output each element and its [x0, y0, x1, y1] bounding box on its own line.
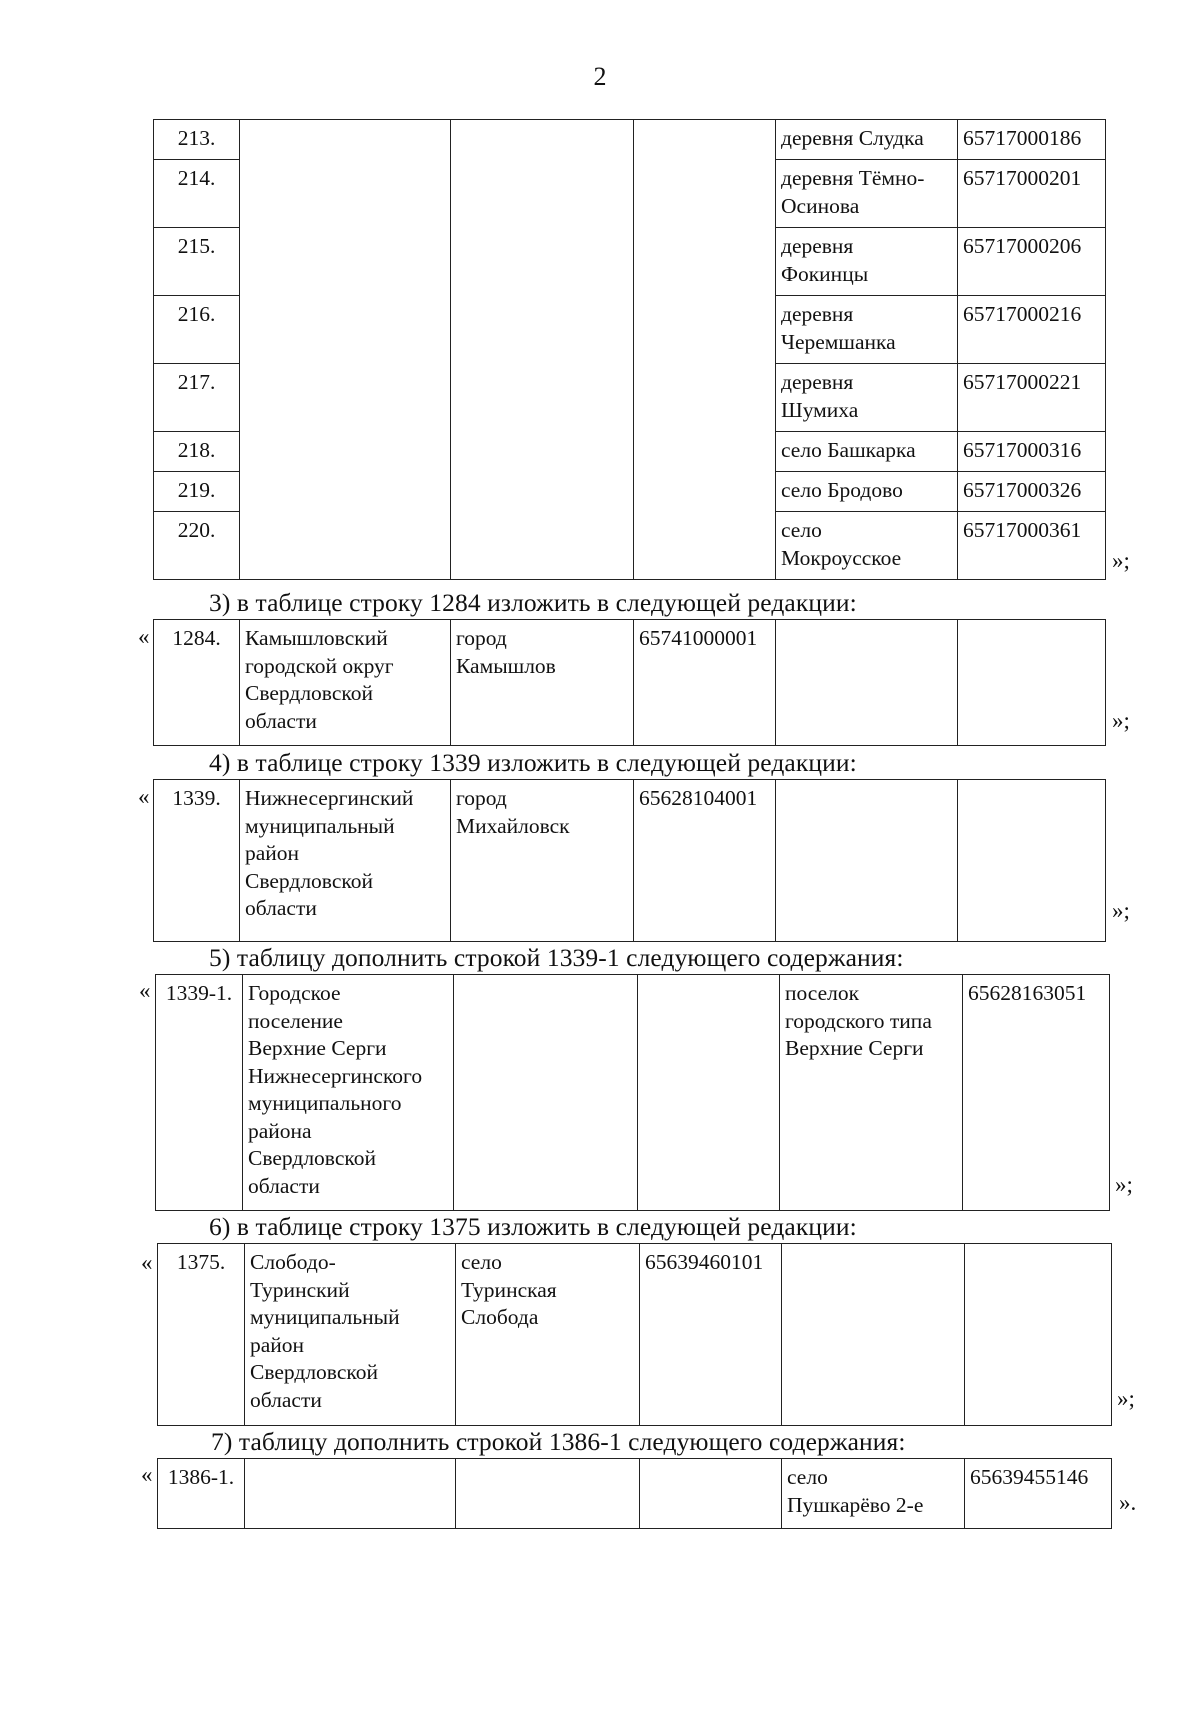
cell-text-line: 65639455146	[970, 1465, 1089, 1489]
amendment-table	[157, 1458, 1112, 1529]
cell-text-line: 217.	[177, 370, 216, 394]
cell-text-line: области	[248, 1173, 320, 1198]
cell-text-line: 65717000221	[963, 370, 1082, 394]
continuation-table	[153, 119, 1106, 580]
settlement-code	[965, 1459, 1112, 1529]
cell-text-line: Нижнесергинского	[248, 1063, 423, 1088]
empty-cell-center-code	[634, 120, 776, 580]
cell-text-line: городской округ	[245, 653, 394, 678]
settlement-name	[782, 1459, 965, 1529]
administrative-center	[451, 780, 634, 942]
cell-text-line: Свердловской	[245, 868, 373, 893]
cell-text-line: 220.	[177, 518, 216, 542]
table-row	[156, 975, 1110, 1211]
cell-text-line: село	[461, 1250, 502, 1274]
row-number	[154, 160, 240, 228]
cell-text-line: Слобода	[461, 1305, 539, 1329]
closing-quote: »;	[1117, 1386, 1135, 1411]
cell-text-line: Осинова	[781, 193, 860, 218]
empty-cell-center	[451, 120, 634, 580]
cell-text-line: 65717000316	[963, 438, 1082, 462]
settlement-name	[780, 975, 963, 1211]
cell-text-line: 216.	[177, 302, 216, 326]
table-row	[154, 120, 1106, 160]
row-number	[154, 432, 240, 472]
cell-text-line: Нижнесергинский	[245, 786, 414, 810]
closing-quote: »;	[1112, 548, 1130, 573]
cell-text-line: район	[245, 841, 300, 865]
cell-text-line: деревня Тёмно-	[781, 166, 925, 190]
row-number	[156, 975, 243, 1211]
amendment-heading: 3) в таблице строку 1284 изложить в следующей редакции:	[209, 588, 857, 617]
settlement-name	[776, 120, 958, 160]
settlement-name	[782, 1244, 965, 1426]
municipality-name	[243, 975, 454, 1211]
closing-quote: ».	[1119, 1490, 1137, 1515]
amendment-table	[157, 1243, 1112, 1426]
cell-text-line: Верхние Серги	[785, 1036, 924, 1060]
opening-quote: «	[138, 784, 150, 809]
cell-text-line: Свердловской	[250, 1360, 378, 1384]
administrative-center	[456, 1244, 640, 1426]
cell-text-line: 65717000206	[963, 234, 1082, 258]
cell-text-line: поселение	[248, 1008, 343, 1033]
amendment-heading: 7) таблицу дополнить строкой 1386-1 следующего содержания:	[211, 1427, 906, 1456]
center-code	[640, 1459, 782, 1529]
amendment-table	[153, 619, 1106, 746]
settlement-name	[776, 364, 958, 432]
closing-quote: »;	[1115, 1172, 1133, 1197]
cell-text-line: 1284.	[172, 626, 221, 650]
amendment-heading: 5) таблицу дополнить строкой 1339-1 следующего содержания:	[209, 943, 904, 972]
row-number	[154, 120, 240, 160]
settlement-code	[958, 364, 1106, 432]
settlement-name	[776, 780, 958, 942]
center-code	[638, 975, 780, 1211]
settlement-name	[776, 472, 958, 512]
cell-text-line: Михайловск	[456, 813, 570, 838]
row-number	[158, 1459, 245, 1529]
amendment-heading: 6) в таблице строку 1375 изложить в следующей редакции:	[209, 1212, 857, 1241]
cell-text-line: деревня	[781, 302, 854, 326]
cell-text-line: Пушкарёво 2-е	[787, 1492, 924, 1517]
settlement-code	[958, 160, 1106, 228]
cell-text-line: район	[250, 1332, 305, 1357]
municipality-name	[240, 620, 451, 746]
cell-text-line: деревня Слудка	[781, 126, 924, 150]
settlement-name	[776, 432, 958, 472]
settlement-code	[958, 512, 1106, 580]
settlement-name	[776, 620, 958, 746]
opening-quote: «	[141, 1462, 153, 1487]
cell-text-line: 218.	[177, 438, 216, 462]
row-number	[154, 512, 240, 580]
cell-text-line: 1339.	[172, 786, 221, 810]
cell-text-line: поселок	[785, 981, 860, 1005]
municipality-name	[245, 1459, 456, 1529]
row-number	[154, 228, 240, 296]
cell-text-line: 65717000201	[963, 166, 1082, 190]
empty-cell-municipality	[240, 120, 451, 580]
cell-text-line: 65717000216	[963, 302, 1082, 326]
cell-text-line: Туринский	[250, 1277, 350, 1302]
cell-text-line: области	[245, 708, 317, 733]
cell-text-line: Свердловской	[245, 681, 373, 705]
table-row	[154, 780, 1106, 942]
cell-text-line: Мокроусское	[781, 545, 902, 570]
cell-text-line: Верхние Серги	[248, 1036, 387, 1060]
cell-text-line: 65717000361	[963, 518, 1082, 542]
cell-text-line: село Башкарка	[781, 438, 916, 462]
municipality-name	[245, 1244, 456, 1426]
opening-quote: «	[141, 1250, 153, 1275]
cell-text-line: 65628163051	[968, 981, 1087, 1005]
cell-text-line: село Бродово	[781, 478, 903, 502]
cell-text-line: 213.	[177, 126, 216, 150]
cell-text-line: 1339-1.	[165, 981, 233, 1005]
opening-quote: «	[139, 978, 151, 1003]
settlement-code	[963, 975, 1110, 1211]
settlement-name	[776, 160, 958, 228]
cell-text-line: 1375.	[176, 1250, 226, 1274]
cell-text-line: город	[456, 626, 507, 650]
cell-text-line: 1386-1.	[167, 1465, 235, 1489]
settlement-code	[958, 296, 1106, 364]
cell-text-line: Свердловской	[248, 1146, 376, 1170]
cell-text-line: город	[456, 786, 507, 810]
closing-quote: »;	[1112, 898, 1130, 923]
settlement-name	[776, 296, 958, 364]
center-code	[634, 620, 776, 746]
administrative-center	[456, 1459, 640, 1529]
row-number	[154, 620, 240, 746]
amendment-table	[155, 974, 1110, 1211]
cell-text-line: муниципальный	[250, 1305, 400, 1329]
row-number	[158, 1244, 245, 1426]
cell-text-line: Камышлов	[456, 653, 556, 678]
row-number	[154, 780, 240, 942]
cell-text-line: Камышловский	[245, 626, 388, 650]
row-number	[154, 472, 240, 512]
cell-text-line: 65717000326	[963, 478, 1082, 502]
center-code	[634, 780, 776, 942]
cell-text-line: Черемшанка	[781, 329, 896, 354]
amendment-table	[153, 779, 1106, 942]
settlement-code	[958, 472, 1106, 512]
cell-text-line: Туринская	[461, 1277, 557, 1302]
cell-text-line: 219.	[177, 478, 216, 502]
table-row	[154, 620, 1106, 746]
settlement-code	[958, 620, 1106, 746]
settlement-code	[958, 120, 1106, 160]
cell-text-line: деревня	[781, 370, 854, 394]
settlement-code	[958, 432, 1106, 472]
settlement-code	[958, 780, 1106, 942]
municipality-name	[240, 780, 451, 942]
table-row	[158, 1459, 1112, 1529]
cell-text-line: области	[250, 1387, 322, 1412]
cell-text-line: 214.	[177, 166, 216, 190]
cell-text-line: Фокинцы	[781, 261, 869, 286]
settlement-code	[958, 228, 1106, 296]
row-number	[154, 296, 240, 364]
cell-text-line: муниципальный	[245, 813, 395, 838]
table-row	[158, 1244, 1112, 1426]
page-number: 2	[593, 62, 607, 91]
cell-text-line: района	[248, 1118, 312, 1143]
cell-text-line: 65628104001	[639, 786, 758, 810]
cell-text-line: 65717000186	[963, 126, 1082, 150]
cell-text-line: городского типа	[785, 1008, 932, 1033]
settlement-name	[776, 228, 958, 296]
cell-text-line: Слободо-	[250, 1250, 336, 1274]
settlement-code	[965, 1244, 1112, 1426]
cell-text-line: село	[781, 518, 822, 542]
administrative-center	[454, 975, 638, 1211]
amendment-heading: 4) в таблице строку 1339 изложить в следующей редакции:	[209, 748, 857, 777]
cell-text-line: 65639460101	[645, 1250, 764, 1274]
cell-text-line: деревня	[781, 234, 854, 258]
cell-text-line: муниципального	[248, 1091, 402, 1115]
settlement-name	[776, 512, 958, 580]
administrative-center	[451, 620, 634, 746]
cell-text-line: области	[245, 896, 317, 920]
row-number	[154, 364, 240, 432]
cell-text-line: Городское	[248, 981, 341, 1005]
center-code	[640, 1244, 782, 1426]
cell-text-line: Шумиха	[781, 397, 859, 422]
cell-text-line: 215.	[177, 234, 216, 258]
opening-quote: «	[138, 624, 150, 649]
cell-text-line: 65741000001	[639, 626, 758, 650]
cell-text-line: село	[787, 1465, 828, 1489]
closing-quote: »;	[1112, 708, 1130, 733]
